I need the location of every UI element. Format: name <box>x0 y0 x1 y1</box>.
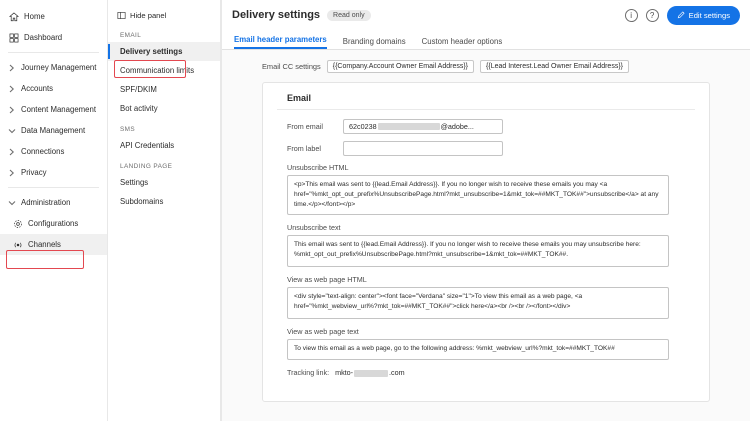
unsubscribe-html-field[interactable]: <p>This email was sent to {{lead.Email Address}}. If you no longer wish to receive these emails you may <a href="%mkt_opt_out_prefix%UnsubscribePage.html?mkt_unsubscribe=1&mkt_tok=##MKT_TOK##">unsubscribe</a> at any time.</p></font></p> <box>287 175 669 215</box>
tab-custom-header-options[interactable]: Custom header options <box>421 37 503 46</box>
subnav-item-label: Delivery settings <box>120 47 183 56</box>
subnav-item-label: Bot activity <box>120 104 158 113</box>
subnav-item-subdomains[interactable] <box>108 192 220 211</box>
subnav-group-title-sms: SMS <box>120 126 136 133</box>
sidebar-item-label: Accounts <box>21 84 54 93</box>
nav-divider <box>8 187 99 188</box>
sidebar-item-label: Dashboard <box>24 33 63 42</box>
email-cc-settings-row <box>236 60 736 73</box>
subnav-item-settings[interactable] <box>108 173 220 192</box>
sidebar-item-dashboard[interactable] <box>0 27 107 48</box>
redaction-bar <box>354 370 388 377</box>
header-actions <box>625 6 740 25</box>
subnav-item-api-credentials[interactable] <box>108 136 220 155</box>
subnav-group-title-email: EMAIL <box>120 32 142 39</box>
from-email-label: From email <box>287 122 323 131</box>
email-cc-token[interactable]: {{Company.Account Owner Email Address}} <box>327 60 474 73</box>
home-icon <box>8 11 19 22</box>
hide-panel-button[interactable] <box>108 6 220 24</box>
chevron-right-icon <box>8 106 16 114</box>
chevron-right-icon <box>8 148 16 156</box>
sidebar-item-journey-management[interactable] <box>0 57 107 78</box>
subnav-item-label: SPF/DKIM <box>120 85 157 94</box>
chevron-right-icon <box>8 169 16 177</box>
info-icon[interactable]: i <box>625 9 638 22</box>
subnav-item-label: Settings <box>120 178 149 187</box>
nav-divider <box>8 52 99 53</box>
edit-settings-label: Edit settings <box>688 10 730 20</box>
from-email-row <box>277 119 695 134</box>
email-cc-token[interactable]: {{Lead Interest.Lead Owner Email Address}} <box>480 60 629 73</box>
status-badge: Read only <box>327 10 371 21</box>
sidebar-item-home[interactable] <box>0 6 107 27</box>
sidebar-item-label: Journey Management <box>21 63 97 72</box>
settings-content <box>222 50 750 421</box>
chevron-right-icon <box>8 85 16 93</box>
sidebar-item-label: Privacy <box>21 168 47 177</box>
view-as-web-page-html-field[interactable]: <div style="text-align: center"><font face="Verdana" size="1">To view this email as a web page, <a href="%mkt_webview_url%?mkt_tok=##MKT_TOK##">click here</a><br /><br /></font></div> <box>287 287 669 319</box>
subnav-item-delivery-settings[interactable] <box>108 42 220 61</box>
tab-branding-domains[interactable]: Branding domains <box>342 37 406 46</box>
main-content <box>221 0 750 421</box>
unsubscribe-html-block <box>277 163 695 215</box>
edit-settings-button[interactable] <box>667 6 740 25</box>
sidebar-item-label: Channels <box>28 240 61 249</box>
sidebar-item-content-management[interactable] <box>0 99 107 120</box>
left-navigation <box>0 0 108 421</box>
from-email-suffix: @adobe... <box>440 122 474 131</box>
email-cc-settings-label: Email CC settings <box>262 62 321 71</box>
card-title: Email <box>277 91 695 110</box>
subnav-item-label: API Credentials <box>120 141 175 150</box>
sidebar-item-label: Administration <box>21 198 71 207</box>
unsubscribe-html-label: Unsubscribe HTML <box>287 163 349 172</box>
page-title: Delivery settings <box>232 9 321 21</box>
help-icon[interactable]: ? <box>646 9 659 22</box>
sidebar-item-data-management[interactable] <box>0 120 107 141</box>
sidebar-item-label: Data Management <box>21 126 86 135</box>
view-as-web-page-html-block <box>277 275 695 319</box>
sidebar-item-label: Home <box>24 12 45 21</box>
unsubscribe-text-block <box>277 223 695 267</box>
sidebar-item-administration[interactable] <box>0 192 107 213</box>
sidebar-item-label: Content Management <box>21 105 96 114</box>
configurations-icon <box>12 218 23 229</box>
from-email-value: 62c0238 <box>349 122 377 131</box>
sidebar-item-accounts[interactable] <box>0 78 107 99</box>
subnav-item-label: Subdomains <box>120 197 164 206</box>
sidebar-item-label: Configurations <box>28 219 79 228</box>
subnav-item-spf-dkim[interactable] <box>108 80 220 99</box>
from-email-field[interactable] <box>343 119 503 134</box>
sidebar-item-label: Connections <box>21 147 65 156</box>
sidebar-item-channels[interactable] <box>0 234 107 255</box>
tracking-link-value: mkto- .com <box>335 368 405 377</box>
channels-icon <box>12 239 23 250</box>
chevron-down-icon <box>8 199 16 207</box>
from-label-field[interactable] <box>343 141 503 156</box>
subnav-item-communication-limits[interactable] <box>108 61 220 80</box>
pencil-icon <box>677 11 685 19</box>
chevron-right-icon <box>8 64 16 72</box>
from-label-label: From label <box>287 144 321 153</box>
chevron-down-icon <box>8 127 16 135</box>
sidebar-item-privacy[interactable] <box>0 162 107 183</box>
dashboard-icon <box>8 32 19 43</box>
hide-panel-icon <box>116 10 126 20</box>
view-as-web-page-text-field[interactable]: To view this email as a web page, go to the following address: %mkt_webview_url%?mkt_tok=##MKT_TOK## <box>287 339 669 360</box>
subnav-item-label: Communication limits <box>120 66 195 75</box>
view-as-web-page-html-label: View as web page HTML <box>287 275 367 284</box>
subnav-item-bot-activity[interactable] <box>108 99 220 118</box>
page-header <box>222 0 750 30</box>
unsubscribe-text-field[interactable]: This email was sent to {{lead.Email Address}}. If you no longer wish to receive these emails you may unsubscribe here: %mkt_opt_out_prefix%UnsubscribePage.html?mkt_unsubscribe=1&mkt_tok=##MKT_TOK##. <box>287 235 669 267</box>
tracking-link-row <box>277 368 695 377</box>
subnav-group-title-landing-page: LANDING PAGE <box>120 163 173 170</box>
view-as-web-page-text-label: View as web page text <box>287 327 359 336</box>
unsubscribe-text-label: Unsubscribe text <box>287 223 341 232</box>
view-as-web-page-text-block <box>277 327 695 360</box>
hide-panel-label: Hide panel <box>130 10 167 20</box>
from-label-row <box>277 141 695 156</box>
sidebar-item-configurations[interactable] <box>0 213 107 234</box>
secondary-navigation <box>108 0 221 421</box>
sidebar-item-connections[interactable] <box>0 141 107 162</box>
tracking-link-label: Tracking link: <box>287 368 330 377</box>
tab-bar <box>222 30 750 50</box>
tab-email-header-parameters[interactable]: Email header parameters <box>234 35 327 49</box>
redaction-bar <box>378 123 440 130</box>
email-settings-card <box>262 82 710 402</box>
